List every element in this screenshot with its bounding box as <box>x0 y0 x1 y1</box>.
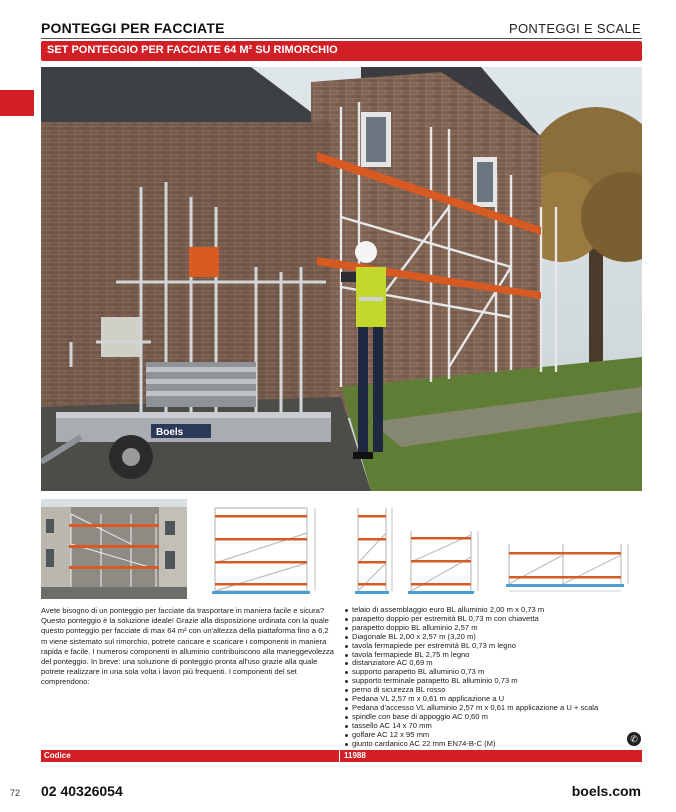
product-title: SET PONTEGGIO PER FACCIATE 64 M² SU RIMORCHIO <box>47 44 338 56</box>
list-item: golfare AC 12 x 95 mm <box>344 731 644 740</box>
scaffold-diagram-wide <box>207 503 322 598</box>
code-value: 11988 <box>344 751 366 760</box>
footer-website[interactable]: boels.com <box>571 783 641 799</box>
list-item: tavola fermapiede BL 2,75 m legno <box>344 651 644 660</box>
facade-photo <box>41 499 187 599</box>
list-item: telaio di assemblaggio euro BL alluminio 2,00 m x 0,73 m <box>344 606 644 615</box>
scaffold-diagram-long <box>503 540 635 595</box>
page-number: 72 <box>10 788 21 798</box>
list-item: supporto parapetto BL alluminio 0,73 m <box>344 668 644 677</box>
list-item: tavola fermapiede per estremità BL 0,73 m legno <box>344 642 644 651</box>
list-item: Pedana d'accesso VL alluminio 2,57 m x 0,61 m applicazione a U + scala <box>344 704 644 713</box>
list-item: Diagonale BL 2,00 x 2,57 m (3,20 m) <box>344 633 644 642</box>
header-rule <box>41 38 642 39</box>
list-item: giunto cardanico AC 22 mm EN74-B-C (M) <box>344 740 644 749</box>
scaffold-diagram-medium <box>405 527 483 597</box>
scaffold-trailer-photo <box>41 67 642 491</box>
intro-paragraph: Avete bisogno di un ponteggio per facciate da trasportare in maniera facile e sicura? Questo ponteggio è la soluzione ideale! Grazie alla disposizione ordinata con la quale questo ponteggio per facciate di max 64 m² con un'altezza della piattaforma fino a 6,2 m viene sistemato sul rimorchio, potrete caricare e scaricare i componenti in maniera rapida e facile. I numerosi componenti in alluminio contribuiscono alla maneggevolezza del ponteggio. In breve: una soluzione di ponteggio pronta all'uso grazie alla quale potrete realizzare in una sola volta i lavori più frequenti. I componenti del set comprendono: <box>41 606 334 687</box>
product-photo <box>41 67 642 491</box>
page-title: PONTEGGI PER FACCIATE <box>41 20 225 36</box>
list-item: supporto terminale parapetto BL alluminio 0,73 m <box>344 677 644 686</box>
components-list <box>344 606 644 749</box>
list-item: Pedana VL 2,57 m x 0,61 m applicazione a U <box>344 695 644 704</box>
code-divider <box>339 750 340 762</box>
section-label: PONTEGGI E SCALE <box>509 21 641 36</box>
product-title-bar <box>41 41 642 61</box>
list-item: spindle con base di appoggio AC 0,60 m <box>344 713 644 722</box>
chapter-tab <box>0 90 34 116</box>
list-item: tassello AC 14 x 70 mm <box>344 722 644 731</box>
list-item: parapetto doppio per estremità BL 0,73 m con chiavetta <box>344 615 644 624</box>
list-item: parapetto doppio BL alluminio 2,57 m <box>344 624 644 633</box>
list-item: perno di sicurezza BL rosso <box>344 686 644 695</box>
trailer-brand-label: Boels <box>156 427 184 438</box>
list-item: distanziatore AC 0,69 m <box>344 659 644 668</box>
building-thumbnail <box>41 499 187 599</box>
code-label: Codice <box>44 751 71 760</box>
phone-icon: ✆ <box>627 732 641 746</box>
scaffold-diagram-narrow <box>352 503 397 598</box>
footer-phone[interactable]: 02 40326054 <box>41 783 123 799</box>
code-bar <box>41 750 642 762</box>
